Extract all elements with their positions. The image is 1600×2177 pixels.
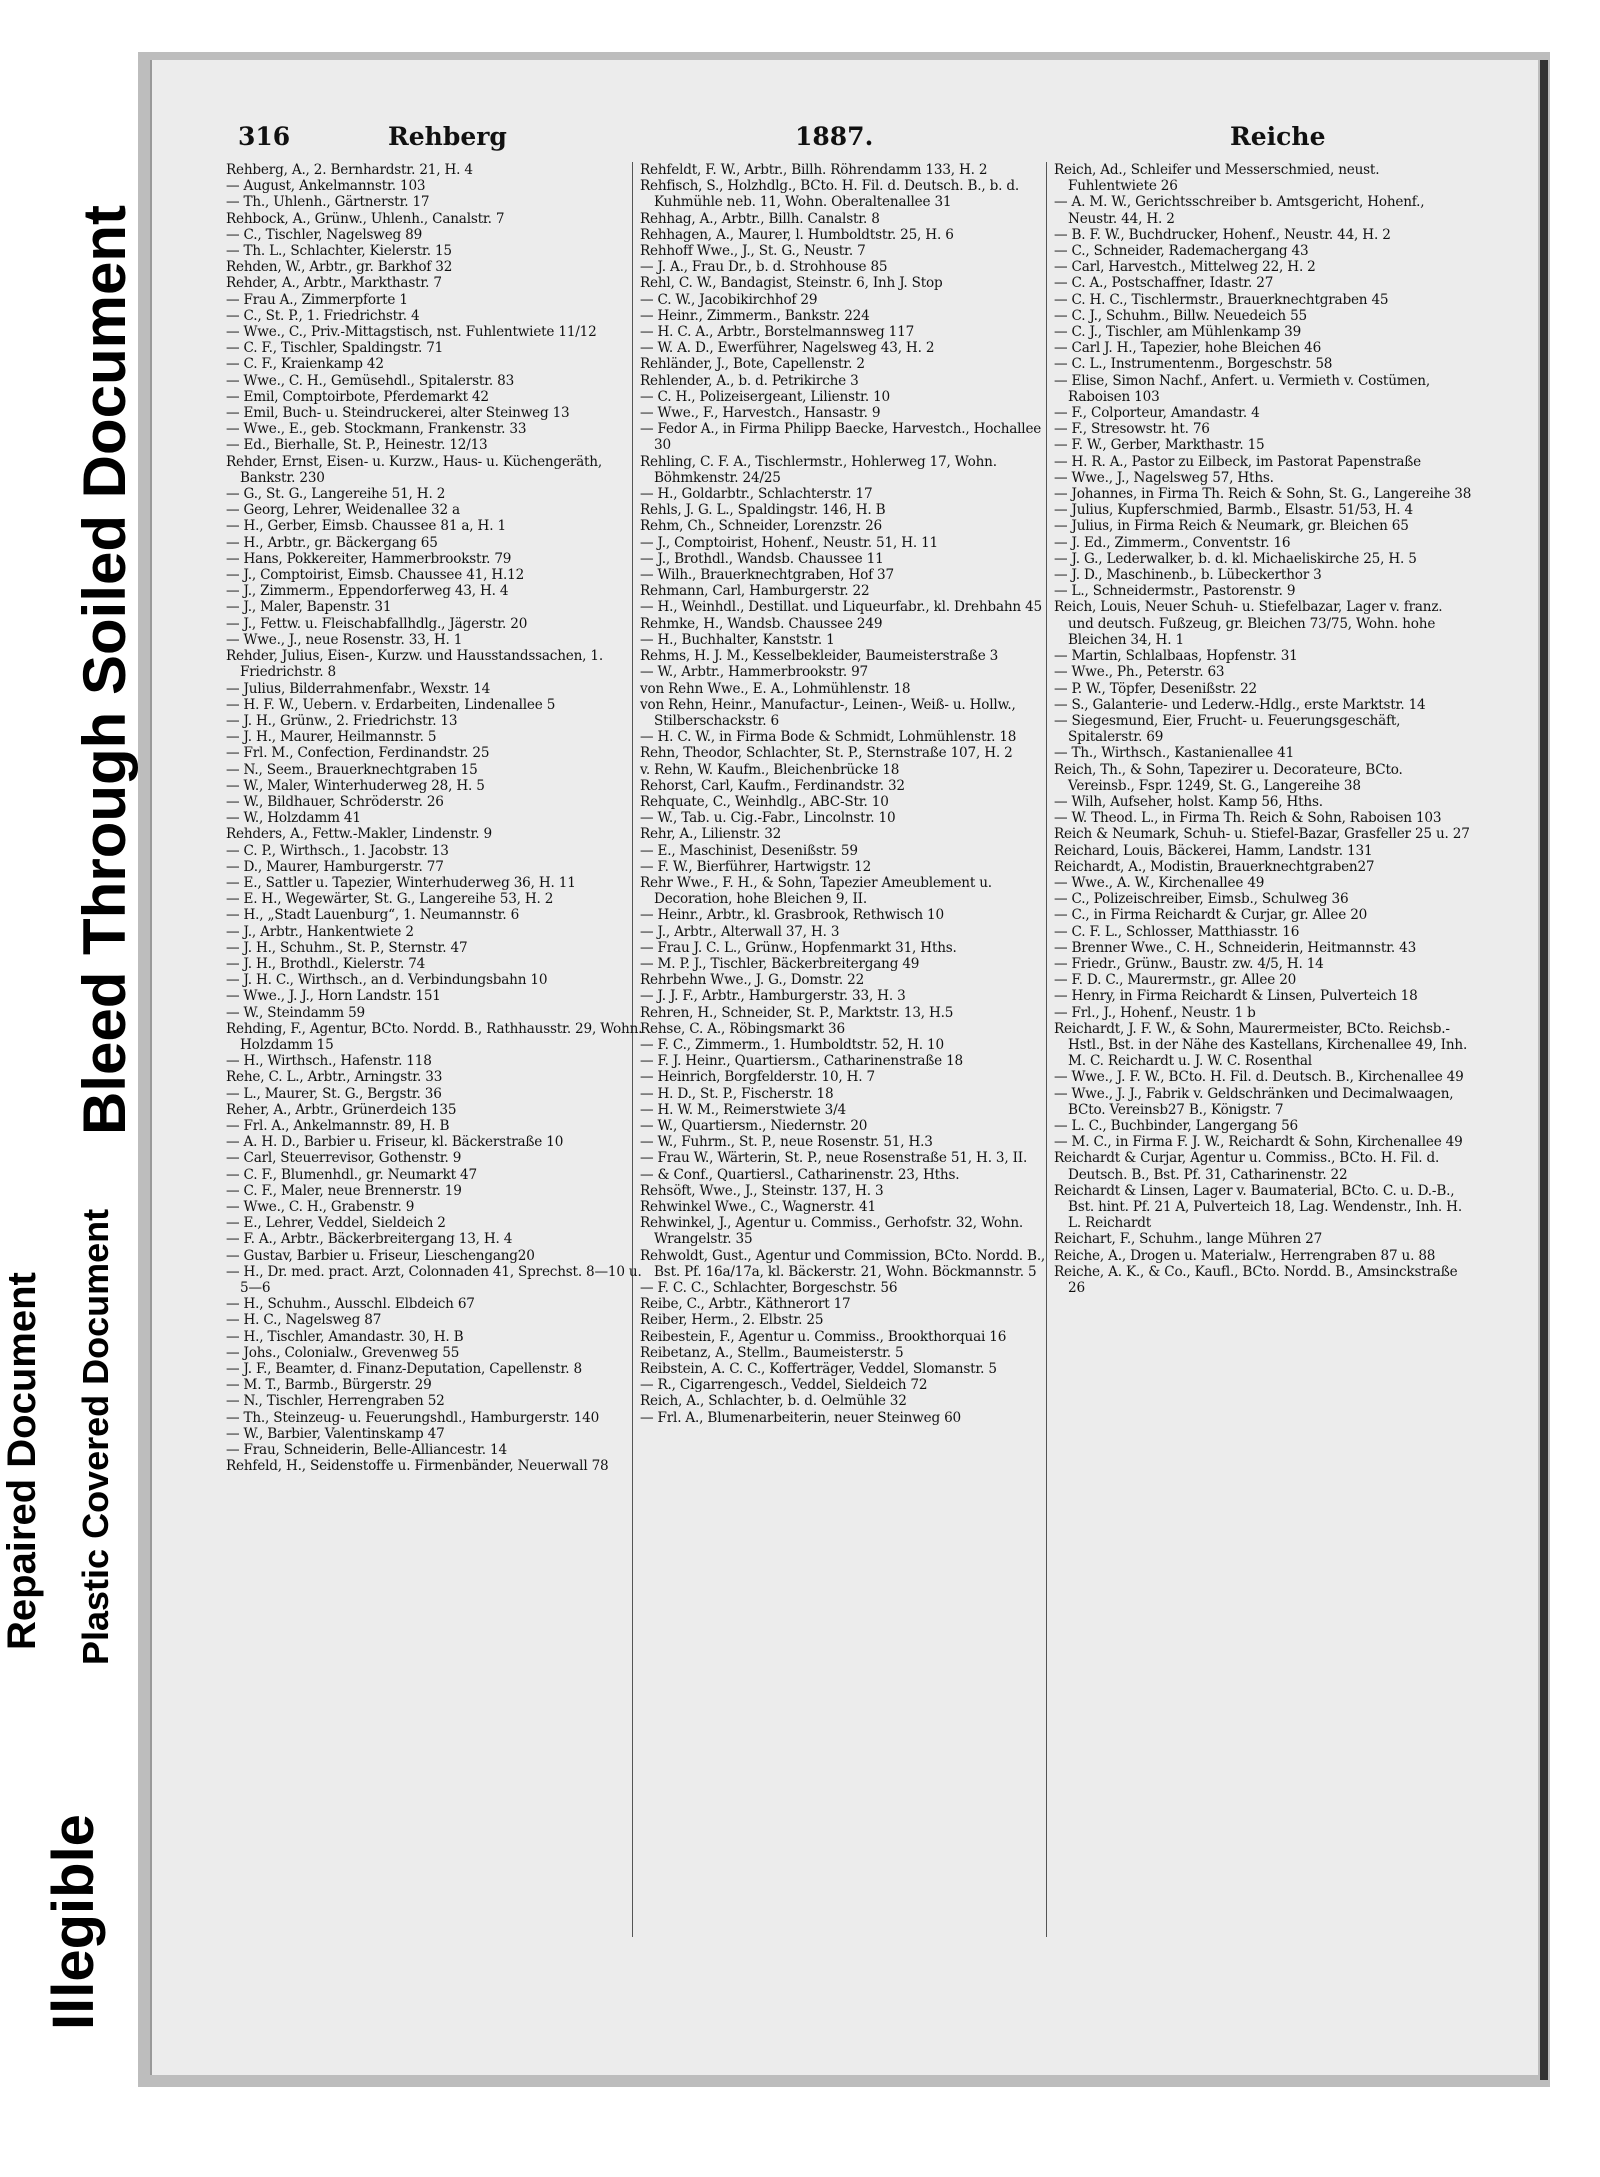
directory-entry: — Wwe., J. J., Horn Landstr. 151 [226,988,441,1005]
directory-entry: Rehlender, A., b. d. Petrikirche 3 [640,372,859,389]
directory-entry: — L. C., Buchbinder, Langergang 56 [1054,1117,1298,1134]
page-number: 316 [238,122,291,151]
directory-entry: — C., Tischler, Nagelsweg 89 [226,226,423,243]
directory-entry: — Wwe., Ph., Peterstr. 63 [1054,664,1225,681]
directory-entry: Reich, A., Schlachter, b. d. Oelmühle 32 [640,1393,907,1410]
directory-entry: Rehhag, A., Arbtr., Billh. Canalstr. 8 [640,210,880,227]
directory-entry: — F. C., Zimmerm., 1. Humboldtstr. 52, H. 10 [640,1036,944,1053]
directory-entry: — Carl J. H., Tapezier, hohe Bleichen 46 [1054,340,1322,357]
directory-entry: — Frl., J., Hohenf., Neustr. 1 b [1054,1004,1256,1021]
directory-entry: — Th. L., Schlachter, Kielerstr. 15 [226,243,452,260]
directory-entry: — Th., Wirthsch., Kastanienallee 41 [1054,745,1295,762]
directory-entry: — C. W., Jacobikirchhof 29 [640,291,818,308]
directory-entry: — Carl, Harvestch., Mittelweg 22, H. 2 [1054,259,1316,276]
directory-entry: — H., „Stadt Lauenburg“, 1. Neumannstr. 6 [226,907,520,924]
directory-entry: — H., Buchhalter, Kanststr. 1 [640,631,835,648]
directory-entry: — Julius, Kupferschmied, Barmb., Elsastr. 51/53, H. 4 [1054,502,1413,519]
directory-entry: — H. D., St. P., Fischerstr. 18 [640,1085,834,1102]
directory-entry: — F., Colporteur, Amandastr. 4 [1054,405,1260,422]
directory-entry: Rehwoldt, Gust., Agentur und Commission, BCto. Nordd. B., Bst. Pf. 16a/17a, kl. Bäckerstr. 21, Wohn. Böckmannstr. 5 [640,1247,1046,1280]
directory-entry: Reichardt, A., Modistin, Brauerknechtgraben27 [1054,858,1375,875]
directory-entry: — B. F. W., Buchdrucker, Hohenf., Neustr. 44, H. 2 [1054,226,1391,243]
directory-entry: — Wilh., Brauerknechtgraben, Hof 37 [640,567,894,584]
directory-entry: Rehder, Ernst, Eisen- u. Kurzw., Haus- u. Küchengeräth, Bankstr. 230 [226,453,602,486]
directory-entry: — H. C., Nagelsweg 87 [226,1312,382,1329]
directory-entry: — Johs., Colonialw., Grevenweg 55 [226,1344,460,1361]
directory-entry: — E., Sattler u. Tapezier, Winterhuderweg 36, H. 11 [226,874,576,891]
directory-entry: — Wwe., E., geb. Stockmann, Frankenstr. 33 [226,421,527,438]
directory-entry: — F. D. C., Maurermstr., gr. Allee 20 [1054,972,1297,989]
directory-entry: Rehhagen, A., Maurer, l. Humboldtstr. 25, H. 6 [640,226,954,243]
directory-entry: — L., Schneidermstr., Pastorenstr. 9 [1054,583,1296,600]
directory-entry: — J. H., Maurer, Heilmannstr. 5 [226,729,437,746]
directory-entry: — H. C. A., Arbtr., Borstelmannsweg 117 [640,324,915,341]
directory-entry: — Wwe., J., neue Rosenstr. 33, H. 1 [226,631,463,648]
directory-entry: — H., Gerber, Eimsb. Chaussee 81 a, H. 1 [226,518,506,535]
directory-entry: — N., Tischler, Herrengraben 52 [226,1393,445,1410]
directory-column-3 [1054,162,1472,1296]
page-header [230,122,1520,158]
directory-entry: — J. J. F., Arbtr., Hamburgerstr. 33, H. 3 [640,988,906,1005]
directory-entry: — Wwe., C., Priv.-Mittagstisch, nst. Fuhlentwiete 11/12 [226,324,597,341]
directory-entry: — C. H. C., Tischlermstr., Brauerknechtgraben 45 [1054,291,1389,308]
directory-entry: — Emil, Buch- u. Steindruckerei, alter Steinweg 13 [226,405,570,422]
directory-entry: — Elise, Simon Nachf., Anfert. u. Vermieth v. Costümen, Raboisen 103 [1054,372,1430,405]
directory-entry: — Fedor A., in Firma Philipp Baecke, Harvestch., Hochallee 30 [640,421,1042,454]
directory-entry: — Frl. A., Ankelmannstr. 89, H. B [226,1117,450,1134]
directory-entry: Reibestein, F., Agentur u. Commiss., Brookthorquai 16 [640,1328,1007,1345]
directory-entry: — Frau J. C. L., Grünw., Hopfenmarkt 31, Hths. [640,939,957,956]
directory-entry: von Rehn, Heinr., Manufactur-, Leinen-, Weiß- u. Hollw., Stilberschackstr. 6 [640,696,1016,729]
repaired-document-stamp: Repaired Document [0,1272,44,1650]
directory-entry: Rehder, Julius, Eisen-, Kurzw. und Hausstandssachen, 1. Friedrichstr. 8 [226,648,603,681]
right-keyword: Reiche [1230,122,1326,151]
directory-entry: — W., Holzdamm 41 [226,810,361,827]
directory-entry: Rehhoff Wwe., J., St. G., Neustr. 7 [640,243,866,260]
directory-entry: — Georg, Lehrer, Weidenallee 32 a [226,502,460,519]
directory-entry: — Emil, Comptoirbote, Pferdemarkt 42 [226,388,489,405]
directory-entry: Rehmke, H., Wandsb. Chaussee 249 [640,615,883,632]
directory-entry: — J. H., Schuhm., St. P., Sternstr. 47 [226,939,468,956]
directory-entry: — J. Ed., Zimmerm., Conventstr. 16 [1054,534,1291,551]
directory-entry: Reibetanz, A., Stellm., Baumeisterstr. 5 [640,1344,904,1361]
directory-entry: — H., Goldarbtr., Schlachterstr. 17 [640,486,873,503]
directory-entry: Rehren, H., Schneider, St. P., Marktstr. 13, H.5 [640,1004,954,1021]
directory-entry: — & Conf., Quartiersl., Catharinenstr. 23, Hths. [640,1166,960,1183]
directory-entry: — W. Theod. L., in Firma Th. Reich & Sohn, Raboisen 103 [1054,810,1442,827]
directory-entry: — C., in Firma Reichardt & Curjar, gr. Allee 20 [1054,907,1368,924]
directory-entry: — Gustav, Barbier u. Friseur, Lieschengang20 [226,1247,535,1264]
directory-entry: Reichardt & Linsen, Lager v. Baumaterial, BCto. C. u. D.-B., Bst. hint. Pf. 21 A, Pulverteich 18, Lag. Wendenstr., Inh. H. L. Reichardt [1054,1182,1462,1232]
directory-entry: — E. H., Wegewärter, St. G., Langereihe 53, H. 2 [226,891,554,908]
directory-entry: — Wwe., J. J., Fabrik v. Geldschränken und Decimalwaagen, BCto. Vereinsb27 B., Königstr. 7 [1054,1085,1454,1118]
directory-entry: — H. C. W., in Firma Bode & Schmidt, Lohmühlenstr. 18 [640,729,1017,746]
directory-entry: — Frl. A., Blumenarbeiterin, neuer Steinweg 60 [640,1409,961,1426]
directory-entry: — R., Cigarrengesch., Veddel, Sieldeich 72 [640,1377,928,1394]
directory-entry: — W. A. D., Ewerführer, Nagelsweg 43, H. 2 [640,340,935,357]
directory-entry: — A. H. D., Barbier u. Friseur, kl. Bäckerstraße 10 [226,1134,564,1151]
directory-entry: — W., Quartiersm., Niedernstr. 20 [640,1117,868,1134]
directory-entry: — M. C., in Firma F. J. W., Reichardt & Sohn, Kirchenallee 49 [1054,1134,1463,1151]
directory-entry: — W., Tab. u. Cig.-Fabr., Lincolnstr. 10 [640,810,896,827]
directory-entry: Reich, Ad., Schleifer und Messerschmied, neust. Fuhlentwiete 26 [1054,162,1380,195]
bleed-through-stamp: Bleed Through Soiled Document [71,204,138,1135]
plastic-covered-stamp: Plastic Covered Document [75,1208,116,1665]
directory-entry: Rehms, H. J. M., Kesselbekleider, Baumeisterstraße 3 [640,648,999,665]
directory-entry: Reichardt & Curjar, Agentur u. Commiss., BCto. H. Fil. d. Deutsch. B., Bst. Pf. 31, Catharinenstr. 22 [1054,1150,1440,1183]
directory-entry: — F., Stresowstr. ht. 76 [1054,421,1210,438]
directory-entry: — J., Arbtr., Alterwall 37, H. 3 [640,923,840,940]
directory-entry: — Th., Uhlenh., Gärtnerstr. 17 [226,194,430,211]
directory-entry: Rehe, C. L., Arbtr., Arningstr. 33 [226,1069,443,1086]
directory-entry: — H., Dr. med. pract. Arzt, Colonnaden 41, Sprechst. 8—10 u. 5—6 [226,1263,642,1297]
directory-entry: — J., Comptoirist, Eimsb. Chaussee 41, H.12 [226,567,525,584]
directory-entry: Rehling, C. F. A., Tischlermstr., Hohlerweg 17, Wohn. Böhmkenstr. 24/25 [640,453,997,486]
directory-entry: Rehr Wwe., F. H., & Sohn, Tapezier Ameublement u. Decoration, hohe Bleichen 9, II. [640,874,992,908]
directory-entry: Rehding, F., Agentur, BCto. Nordd. B., Rathhausstr. 29, Wohn. Holzdamm 15 [226,1020,643,1053]
directory-entry: — A. M. W., Gerichtsschreiber b. Amtsgericht, Hohenf., Neustr. 44, H. 2 [1054,194,1425,227]
directory-entry: — P. W., Töpfer, Desenißstr. 22 [1054,680,1257,697]
directory-entry: — F. A., Arbtr., Bäckerbreitergang 13, H. 4 [226,1231,513,1248]
directory-entry: — F. C. C., Schlachter, Borgeschstr. 56 [640,1280,898,1297]
directory-entry: — J., Maler, Bapenstr. 31 [226,599,392,616]
directory-entry: — Martin, Schlalbaas, Hopfenstr. 31 [1054,648,1298,665]
directory-entry: — J. G., Lederwalker, b. d. kl. Michaeliskirche 25, H. 5 [1054,550,1417,567]
directory-entry: Reichardt, J. F. W., & Sohn, Maurermeister, BCto. Reichsb.-Hstl., Bst. in der Nähe des Kastellans, Kirchenallee 49, Inh. M. C. Reichardt u. J. W. C. Rosenthal [1054,1020,1468,1070]
directory-entry: — C. F., Kraienkamp 42 [226,356,384,373]
directory-entry: Reichart, F., Schuhm., lange Mühren 27 [1054,1231,1323,1248]
directory-entry: — Brenner Wwe., C. H., Schneiderin, Heitmannstr. 43 [1054,939,1417,956]
directory-entry: — H., Weinhdl., Destillat. und Liqueurfabr., kl. Drehbahn 45 [640,599,1042,616]
page-edge [1540,60,1548,2080]
directory-entry: — Ed., Bierhalle, St. P., Heinestr. 12/13 [226,437,488,454]
directory-entry: Rehwinkel Wwe., C., Wagnerstr. 41 [640,1199,876,1215]
directory-entry: — C. A., Postschaffner, Idastr. 27 [1054,275,1274,292]
directory-entry: — August, Ankelmannstr. 103 [226,178,426,195]
directory-entry: — Wwe., J. F. W., BCto. H. Fil. d. Deutsch. B., Kirchenallee 49 [1054,1069,1464,1086]
directory-entry: — Henry, in Firma Reichardt & Linsen, Pulverteich 18 [1054,988,1418,1005]
directory-entry: — M. T., Barmb., Bürgerstr. 29 [226,1377,432,1394]
directory-entry: Reibstein, A. C. C., Kofferträger, Veddel, Slomanstr. 5 [640,1361,997,1378]
directory-entry: — J. F., Beamter, d. Finanz-Deputation, Capellenstr. 8 [226,1361,582,1378]
directory-entry: — J., Brothdl., Wandsb. Chaussee 11 [640,550,884,567]
directory-entry: — Wwe., F., Harvestch., Hansastr. 9 [640,405,881,422]
directory-entry: Rehländer, J., Bote, Capellenstr. 2 [640,356,865,373]
directory-entry: — G., St. G., Langereihe 51, H. 2 [226,486,446,503]
directory-entry: Rehder, A., Arbtr., Markthastr. 7 [226,275,442,292]
directory-entry: — J., Comptoirist, Hohenf., Neustr. 51, H. 11 [640,534,938,551]
directory-entry: — W., Fuhrm., St. P., neue Rosenstr. 51, H.3 [640,1134,933,1151]
directory-entry: Reiche, A., Drogen u. Materialw., Herrengraben 87 u. 88 [1054,1247,1436,1264]
directory-entry: — W., Arbtr., Hammerbrookstr. 97 [640,664,868,681]
directory-entry: — H. W. M., Reimerstwiete 3/4 [640,1101,846,1118]
directory-entry: — H. R. A., Pastor zu Eilbeck, im Pastorat Papenstraße [1054,453,1421,470]
directory-entry: Reich & Neumark, Schuh- u. Stiefel-Bazar, Grasfeller 25 u. 27 [1054,826,1470,843]
directory-entry: Rehfeld, H., Seidenstoffe u. Firmenbänder, Neuerwall 78 [226,1458,609,1475]
directory-entry: — Carl, Steuerrevisor, Gothenstr. 9 [226,1150,462,1167]
directory-entry: Reibe, C., Arbtr., Käthnerort 17 [640,1296,851,1313]
directory-entry: — Th., Steinzeug- u. Feuerungshdl., Hamburgerstr. 140 [226,1409,600,1426]
directory-entry: Rehbock, A., Grünw., Uhlenh., Canalstr. 7 [226,210,505,227]
directory-entry: Rehn, Theodor, Schlachter, St. P., Sternstraße 107, H. 2 [640,745,1013,762]
directory-entry: Rehders, A., Fettw.-Makler, Lindenstr. 9 [226,826,492,843]
directory-entry: — Frl. M., Confection, Ferdinandstr. 25 [226,745,490,762]
year-heading: 1887. [795,122,874,151]
directory-entry: — M. P. J., Tischler, Bäckerbreitergang 49 [640,955,920,972]
directory-entry: — F. J. Heinr., Quartiersm., Catharinenstraße 18 [640,1053,963,1070]
directory-entry: — W., Maler, Winterhuderweg 28, H. 5 [226,777,485,794]
directory-entry: — H., Tischler, Amandastr. 30, H. B [226,1328,464,1345]
directory-entry: — Frau W., Wärterin, St. P., neue Rosenstraße 51, H. 3, II. [640,1150,1028,1167]
directory-entry: — J. H., Grünw., 2. Friedrichstr. 13 [226,712,458,729]
directory-entry: Reiber, Herm., 2. Elbstr. 25 [640,1312,824,1329]
directory-entry: — C. J., Tischler, am Mühlenkamp 39 [1054,324,1302,341]
directory-entry: — Wwe., C. H., Grabenstr. 9 [226,1199,415,1215]
directory-entry: Rehm, Ch., Schneider, Lorenzstr. 26 [640,518,882,535]
directory-entry: — C., St. P., 1. Friedrichstr. 4 [226,307,420,324]
directory-entry: — Wwe., J., Nagelsweg 57, Hths. [1054,469,1274,486]
directory-entry: Rehorst, Carl, Kaufm., Ferdinandstr. 32 [640,777,905,794]
directory-entry: — Hans, Pokkereiter, Hammerbrookstr. 79 [226,550,512,567]
directory-entry: von Rehn Wwe., E. A., Lohmühlenstr. 18 [640,680,911,697]
directory-entry: — F. W., Gerber, Markthastr. 15 [1054,437,1265,454]
directory-entry: Rehfisch, S., Holzhdlg., BCto. H. Fil. d. Deutsch. B., b. d. Kuhmühle neb. 11, Wohn. Oberaltenallee 31 [640,178,1019,211]
directory-entry: Rehr, A., Lilienstr. 32 [640,826,782,843]
directory-entry: — J. H., Brothdl., Kielerstr. 74 [226,955,426,972]
directory-entry: Rehls, J. G. L., Spaldingstr. 146, H. B [640,502,886,519]
directory-entry: Reich, Louis, Neuer Schuh- u. Stiefelbazar, Lager v. franz. und deutsch. Fußzeug, gr. Bleichen 73/75, Wohn. hohe Bleichen 34, H. 1 [1054,599,1443,648]
directory-entry: — J., Fettw. u. Fleischabfallhdlg., Jägerstr. 20 [226,615,528,632]
directory-entry: — H., Wirthsch., Hafenstr. 118 [226,1053,432,1070]
directory-entry: — C. H., Polizeisergeant, Lilienstr. 10 [640,388,891,405]
directory-entry: — Frau, Schneiderin, Belle-Alliancestr. 14 [226,1442,507,1459]
directory-entry: — Wilh, Aufseher, holst. Kamp 56, Hths. [1054,793,1323,810]
directory-entry: Rehse, C. A., Röbingsmarkt 36 [640,1020,845,1037]
directory-entry: Rehberg, A., 2. Bernhardstr. 21, H. 4 [226,162,473,178]
directory-entry: Rehquate, C., Weinhdlg., ABC-Str. 10 [640,793,889,810]
directory-entry: — N., Seem., Brauerknechtgraben 15 [226,761,478,778]
directory-entry: — Siegesmund, Eier, Frucht- u. Feuerungsgeschäft, Spitalerstr. 69 [1054,712,1401,746]
directory-entry: — Julius, in Firma Reich & Neumark, gr. Bleichen 65 [1054,518,1409,535]
directory-entry: — D., Maurer, Hamburgerstr. 77 [226,858,444,875]
directory-entry: — E., Lehrer, Veddel, Sieldeich 2 [226,1215,446,1232]
directory-entry: — J., Arbtr., Hankentwiete 2 [226,923,414,940]
directory-entry: v. Rehn, W. Kaufm., Bleichenbrücke 18 [640,761,900,778]
directory-entry: — Heinrich, Borgfelderstr. 10, H. 7 [640,1069,875,1086]
directory-entry: — J., Zimmerm., Eppendorferweg 43, H. 4 [226,583,509,600]
directory-entry: — W., Barbier, Valentinskamp 47 [226,1425,445,1442]
directory-entry: — Wwe., A. W., Kirchenallee 49 [1054,874,1265,891]
directory-entry: — Julius, Bilderrahmenfabr., Wexstr. 14 [226,680,491,697]
directory-entry: — S., Galanterie- und Lederw.-Hdlg., erste Marktstr. 14 [1054,696,1426,713]
directory-entry: — W., Bildhauer, Schröderstr. 26 [226,793,444,810]
directory-entry: Reich, Th., & Sohn, Tapezirer u. Decorateure, BCto. Vereinsb., Fspr. 1249, St. G., Langereihe 38 [1054,761,1403,794]
directory-entry: — J. D., Maschinenb., b. Lübeckerthor 3 [1054,567,1322,584]
directory-entry: Rehl, C. W., Bandagist, Steinstr. 6, Inh J. Stop [640,275,943,292]
directory-entry: — C., Polizeischreiber, Eimsb., Schulweg 36 [1054,891,1349,908]
directory-entry: — C. F., Maler, neue Brennerstr. 19 [226,1182,462,1199]
directory-entry: Reher, A., Arbtr., Grünerdeich 135 [226,1101,457,1118]
directory-entry: Rehwinkel, J., Agentur u. Commiss., Gerhofstr. 32, Wohn. Wrangelstr. 35 [640,1215,1024,1248]
directory-entry: — C. F., Blumenhdl., gr. Neumarkt 47 [226,1166,477,1183]
directory-entry: — W., Steindamm 59 [226,1004,366,1021]
directory-entry: — H. F. W., Uebern. v. Erdarbeiten, Lindenallee 5 [226,696,556,713]
directory-entry: — J. H. C., Wirthsch., an d. Verbindungsbahn 10 [226,972,548,989]
directory-entry: Rehfeldt, F. W., Arbtr., Billh. Röhrendamm 133, H. 2 [640,162,988,178]
directory-column-2 [640,162,1058,1426]
directory-entry: — E., Maschinist, Desenißstr. 59 [640,842,858,859]
directory-entry: — C. F. L., Schlosser, Matthiasstr. 16 [1054,923,1300,940]
directory-entry: — C. F., Tischler, Spaldingstr. 71 [226,340,444,357]
left-keyword: Rehberg [388,122,507,151]
directory-entry: — Heinr., Arbtr., kl. Grasbrook, Rethwisch 10 [640,907,944,924]
directory-entry: — Johannes, in Firma Th. Reich & Sohn, St. G., Langereihe 38 [1054,486,1472,503]
directory-entry: — L., Maurer, St. G., Bergstr. 36 [226,1085,442,1102]
directory-entry: — Friedr., Grünw., Baustr. zw. 4/5, H. 14 [1054,955,1324,972]
directory-entry: Rehmann, Carl, Hamburgerstr. 22 [640,583,870,600]
directory-entry: — C. P., Wirthsch., 1. Jacobstr. 13 [226,842,449,859]
directory-entry: — Frau A., Zimmerpforte 1 [226,291,408,308]
directory-column-1 [226,162,644,1474]
directory-entry: — Heinr., Zimmerm., Bankstr. 224 [640,307,870,324]
directory-entry: — F. W., Bierführer, Hartwigstr. 12 [640,858,872,875]
directory-entry: — C. J., Schuhm., Billw. Neuedeich 55 [1054,307,1307,324]
directory-entry: Rehden, W., Arbtr., gr. Barkhof 32 [226,259,453,276]
directory-entry: — C., Schneider, Rademachergang 43 [1054,243,1309,260]
directory-entry: — H., Schuhm., Ausschl. Elbdeich 67 [226,1296,475,1313]
directory-entry: Reiche, A. K., & Co., Kaufl., BCto. Nordd. B., Amsinckstraße 26 [1054,1263,1458,1297]
directory-entry: Reichard, Louis, Bäckerei, Hamm, Landstr. 131 [1054,842,1373,859]
directory-entry: — Wwe., C. H., Gemüsehdl., Spitalerstr. 83 [226,372,515,389]
directory-entry: Rehsöft, Wwe., J., Steinstr. 137, H. 3 [640,1182,884,1199]
directory-entry: Rehrbehn Wwe., J. G., Domstr. 22 [640,972,865,989]
directory-entry: — C. L., Instrumentenm., Borgeschstr. 58 [1054,356,1333,373]
directory-entry: — H., Arbtr., gr. Bäckergang 65 [226,534,438,551]
illegible-stamp: Illegible [41,1814,106,2030]
directory-entry: — J. A., Frau Dr., b. d. Strohhouse 85 [640,259,888,276]
